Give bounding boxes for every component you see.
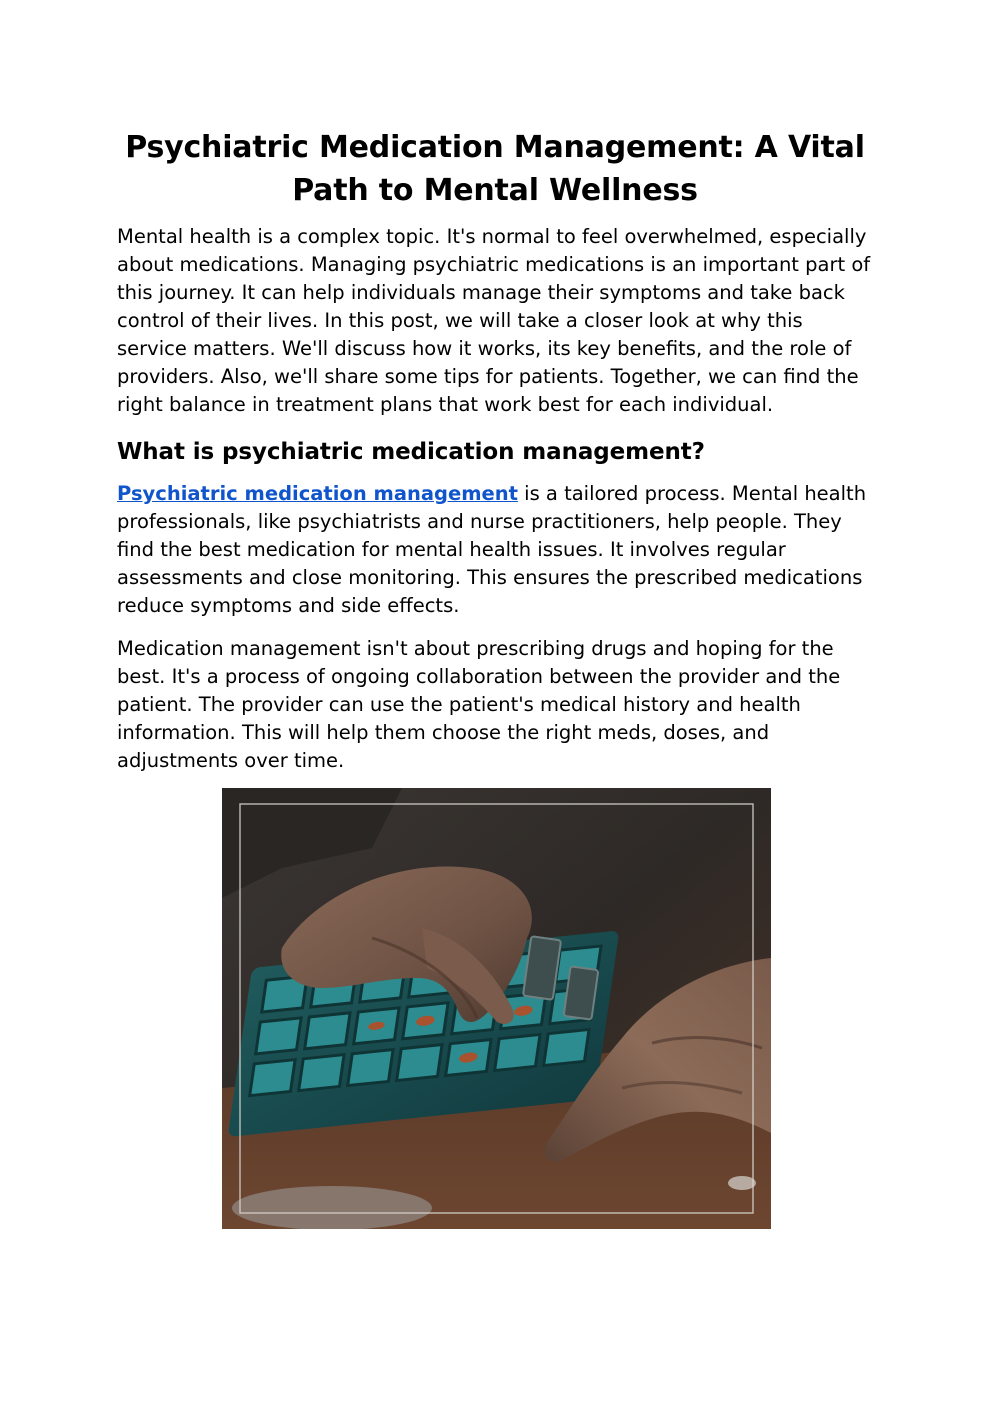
section-heading: What is psychiatric medication management? [117, 439, 705, 465]
pill-organizer-photo [222, 788, 771, 1229]
paragraph-1 [117, 480, 873, 620]
article-title: Psychiatric Medication Management: A Vital Path to Mental Wellness [125, 130, 865, 208]
paragraph-2: Medication management isn't about prescribing drugs and hoping for the best. It's a process of ongoing collaboration between the provider and the patient. The provider can use the patient's medical history and health information. This will help them choose the right meds, doses, and adjustments over time. [117, 637, 841, 772]
article [117, 126, 873, 775]
intro-paragraph: Mental health is a complex topic. It's normal to feel overwhelmed, especially about medications. Managing psychiatric medications is an important part of this journey. It can help individuals manage their symptoms and take back control of their lives. In this post, we will take a closer look at why this service matters. We'll discuss how it works, its key benefits, and the role of providers. Also, we'll share some tips for patients. Together, we can find the right balance in treatment plans that work best for each individual. [117, 225, 871, 416]
medication-management-link[interactable]: Psychiatric medication management [117, 482, 518, 505]
paragraph-1-text: is a tailored process. Mental health professionals, like psychiatrists and nurse practitioners, help people. They find the best medication for mental health issues. It involves regular assessments and close monitoring. This ensures the prescribed medications reduce symptoms and side effects. [117, 482, 867, 617]
